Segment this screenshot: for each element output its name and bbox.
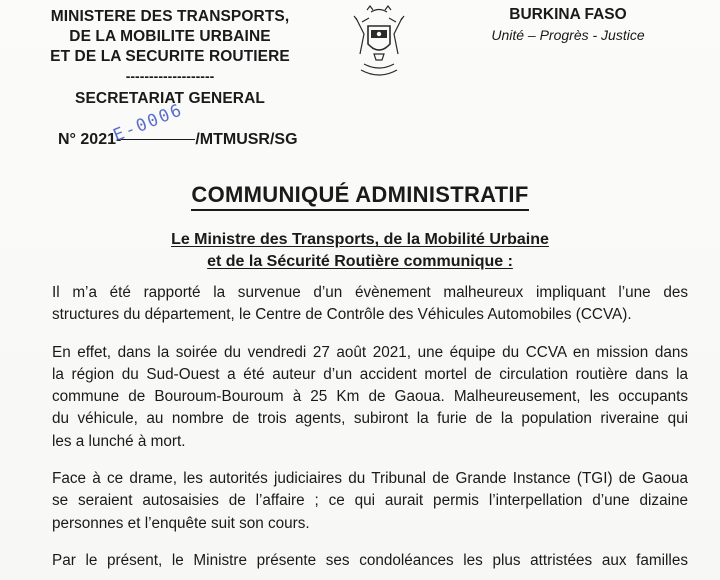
- text-line: se seraient autosaisies de l’affaire ; ce qui aurait permis l’interpellation d’une dizaine: [52, 492, 688, 510]
- ministry-line: MINISTERE DES TRANSPORTS,: [50, 8, 290, 25]
- document-title: [0, 182, 720, 211]
- subtitle-line: et de la Sécurité Routière communique :: [207, 253, 513, 270]
- reference-number: [58, 131, 298, 149]
- header-separator: -------------------: [125, 68, 215, 84]
- text-line: Par le présent, le Ministre présente ses condoléances les plus attristées aux familles: [52, 551, 688, 569]
- country-header: [468, 5, 668, 44]
- text-line: les a lunché à mort.: [52, 432, 186, 450]
- reference-prefix: N° 2021-: [58, 131, 122, 148]
- subtitle-line: Le Ministre des Transports, de la Mobilité Urbaine: [171, 231, 549, 248]
- paragraph: [52, 282, 688, 327]
- text-line: En effet, dans la soirée du vendredi 27 août 2021, une équipe du CCVA en mission dans: [52, 343, 688, 361]
- country-motto: Unité – Progrès - Justice: [491, 27, 645, 43]
- paragraph: [52, 468, 688, 535]
- document-title-text: COMMUNIQUÉ ADMINISTRATIF: [191, 182, 528, 211]
- text-line: Il m’a été rapporté la survenue d’un évènement malheureux impliquant l’une des: [52, 284, 688, 301]
- text-line: structures du département, le Centre de Contrôle des Véhicules Automobiles (CCVA).: [52, 306, 632, 324]
- text-line: commune de Bouroum-Bouroum à 25 Km de Gaoua. Malheureusement, les occupants: [52, 388, 688, 406]
- text-line: du véhicule, au nombre de trois agents, subiront la furie de la population riveraine qui: [52, 410, 688, 428]
- document-subtitle: [0, 229, 720, 273]
- paragraph: [52, 342, 688, 453]
- registration-stamp: E-0006: [110, 99, 187, 146]
- secretariat-label: SECRETARIAT GENERAL: [75, 90, 265, 107]
- text-line: la région du Sud-Ouest a été auteur d’un accident mortel de circulation routière dans la: [52, 365, 688, 383]
- text-line: Face à ce drame, les autorités judiciaires du Tribunal de Grande Instance (TGI) de Gaoua: [52, 470, 688, 488]
- document-body: [52, 282, 688, 580]
- ministry-line: DE LA MOBILITE URBAINE: [69, 28, 271, 45]
- country-name: BURKINA FASO: [509, 6, 627, 23]
- ministry-header: [40, 7, 300, 109]
- coat-of-arms-emblem: [344, 4, 414, 82]
- text-line: personnes et l’enquête suit son cours.: [52, 514, 310, 532]
- reference-suffix: /MTMUSR/SG: [195, 131, 298, 148]
- paragraph: [52, 550, 688, 572]
- ministry-line: ET DE LA SECURITE ROUTIERE: [50, 48, 290, 65]
